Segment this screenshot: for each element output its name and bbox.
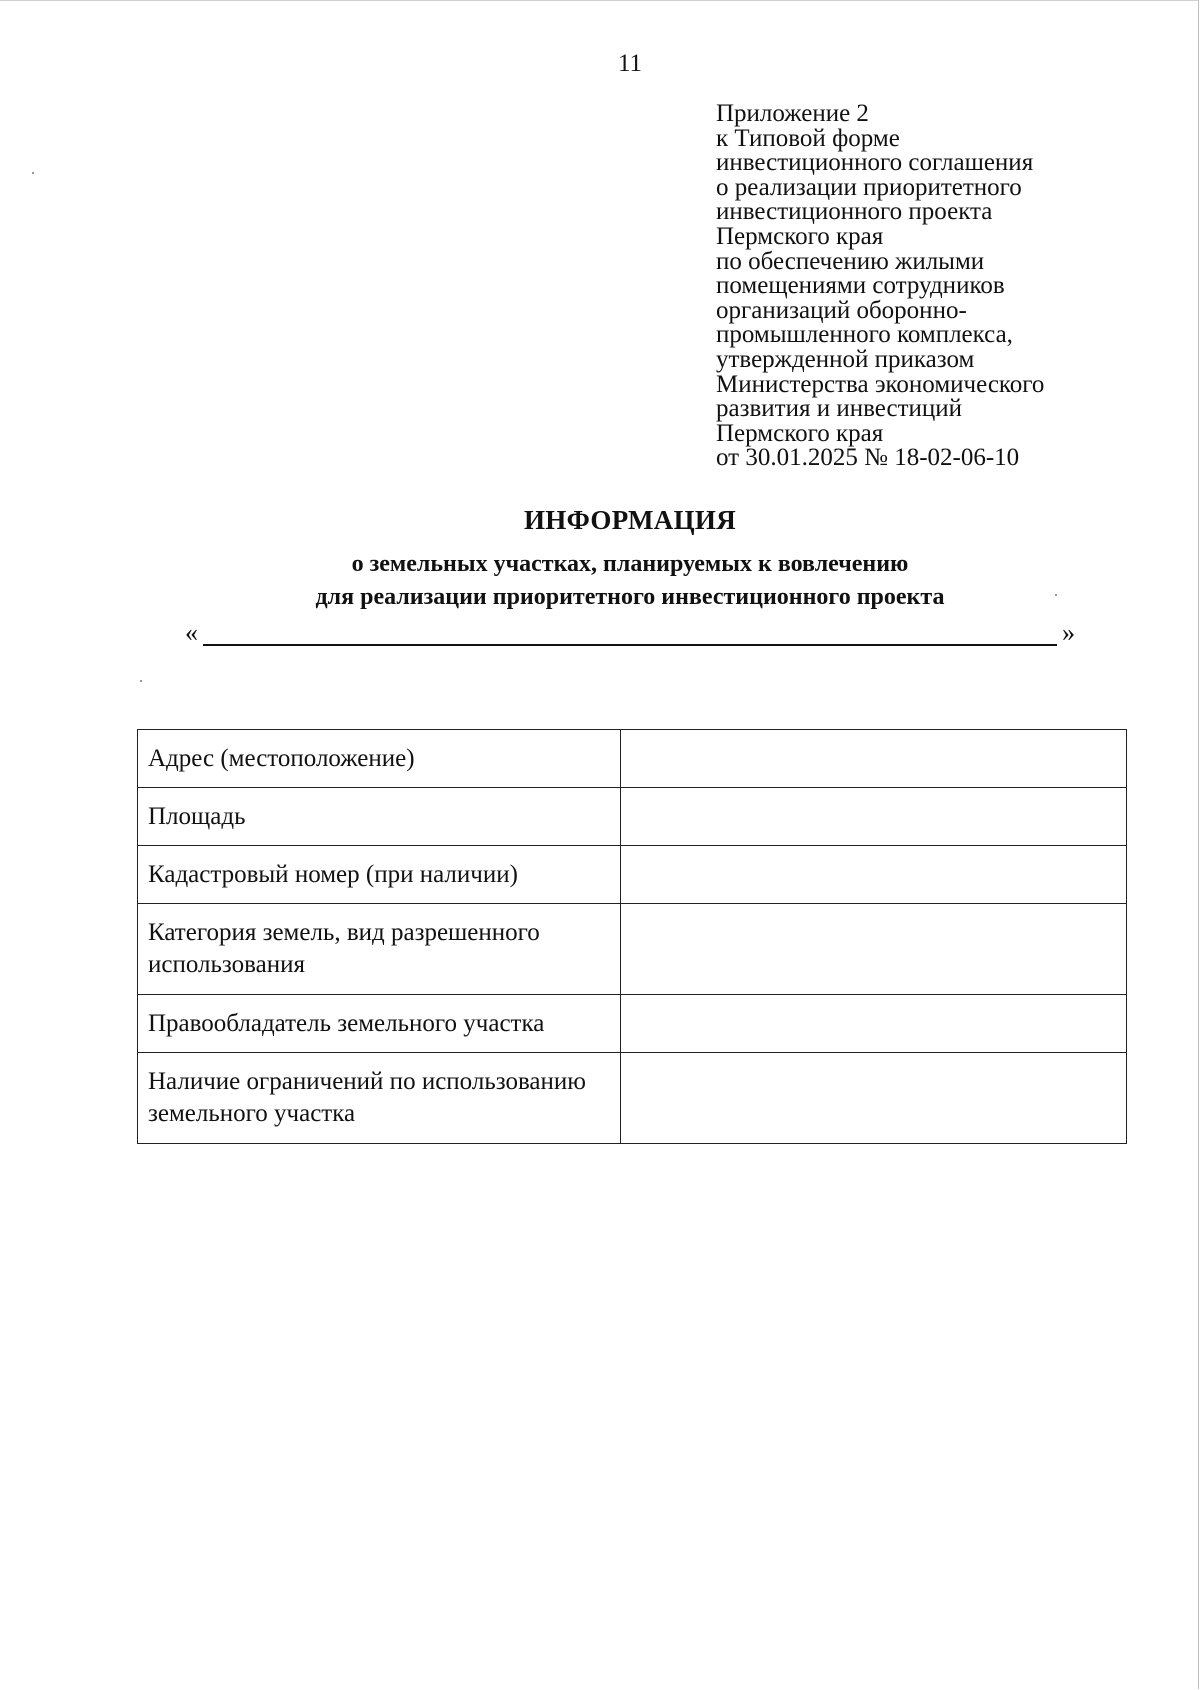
appendix-line: о реализации приоритетного — [716, 173, 1022, 201]
project-name-field — [185, 618, 1075, 648]
row-value — [620, 995, 1126, 1053]
subtitle-line: о земельных участках, планируемых к вовлечению — [351, 551, 909, 577]
row-value — [620, 788, 1126, 846]
appendix-line: помещениями сотрудников — [716, 272, 1005, 300]
row-value — [620, 846, 1126, 904]
opening-quote: « — [185, 618, 198, 647]
appendix-line: организаций оборонно- — [716, 296, 967, 324]
appendix-line: развития и инвестиций — [716, 395, 963, 423]
document-title: ИНФОРМАЦИЯ — [524, 505, 736, 535]
scan-speck — [140, 680, 142, 682]
row-label: Наличие ограничений по использованию земельного участка — [138, 1053, 621, 1144]
row-value — [620, 730, 1126, 788]
appendix-line: Пермского края — [716, 419, 884, 447]
row-value — [620, 1053, 1126, 1144]
scan-speck — [32, 172, 34, 174]
appendix-line: от 30.01.2025 № 18-02-06-10 — [716, 444, 1020, 472]
row-label: Адрес (местоположение) — [138, 730, 621, 788]
closing-quote: » — [1062, 618, 1075, 647]
appendix-line: утвержденной приказом — [716, 345, 975, 373]
row-label: Категория земель, вид разрешенного использования — [138, 904, 621, 995]
appendix-line: инвестиционного соглашения — [716, 149, 1034, 177]
row-label: Площадь — [138, 788, 621, 846]
appendix-line: промышленного комплекса, — [716, 321, 1013, 349]
scan-speck — [1055, 594, 1057, 596]
appendix-block — [716, 102, 1136, 471]
appendix-line: по обеспечению жилыми — [716, 247, 985, 275]
appendix-line: Министерства экономического — [716, 370, 1045, 398]
appendix-line: Пермского края — [716, 222, 884, 250]
table-row — [138, 995, 1127, 1053]
row-value — [620, 904, 1126, 995]
appendix-line: к Типовой форме — [716, 124, 900, 152]
document-subtitle — [0, 548, 1200, 614]
table-row — [138, 788, 1127, 846]
page-number: 11 — [617, 50, 643, 77]
project-name-blank — [203, 644, 1057, 646]
appendix-line: инвестиционного проекта — [716, 198, 993, 226]
land-plot-info-table — [137, 729, 1127, 1144]
row-label: Кадастровый номер (при наличии) — [138, 846, 621, 904]
table-row — [138, 846, 1127, 904]
row-label: Правообладатель земельного участка — [138, 995, 621, 1053]
table-row — [138, 904, 1127, 995]
appendix-line: Приложение 2 — [716, 100, 869, 127]
subtitle-line: для реализации приоритетного инвестиционного проекта — [315, 584, 945, 610]
table-row — [138, 730, 1127, 788]
table-row — [138, 1053, 1127, 1144]
